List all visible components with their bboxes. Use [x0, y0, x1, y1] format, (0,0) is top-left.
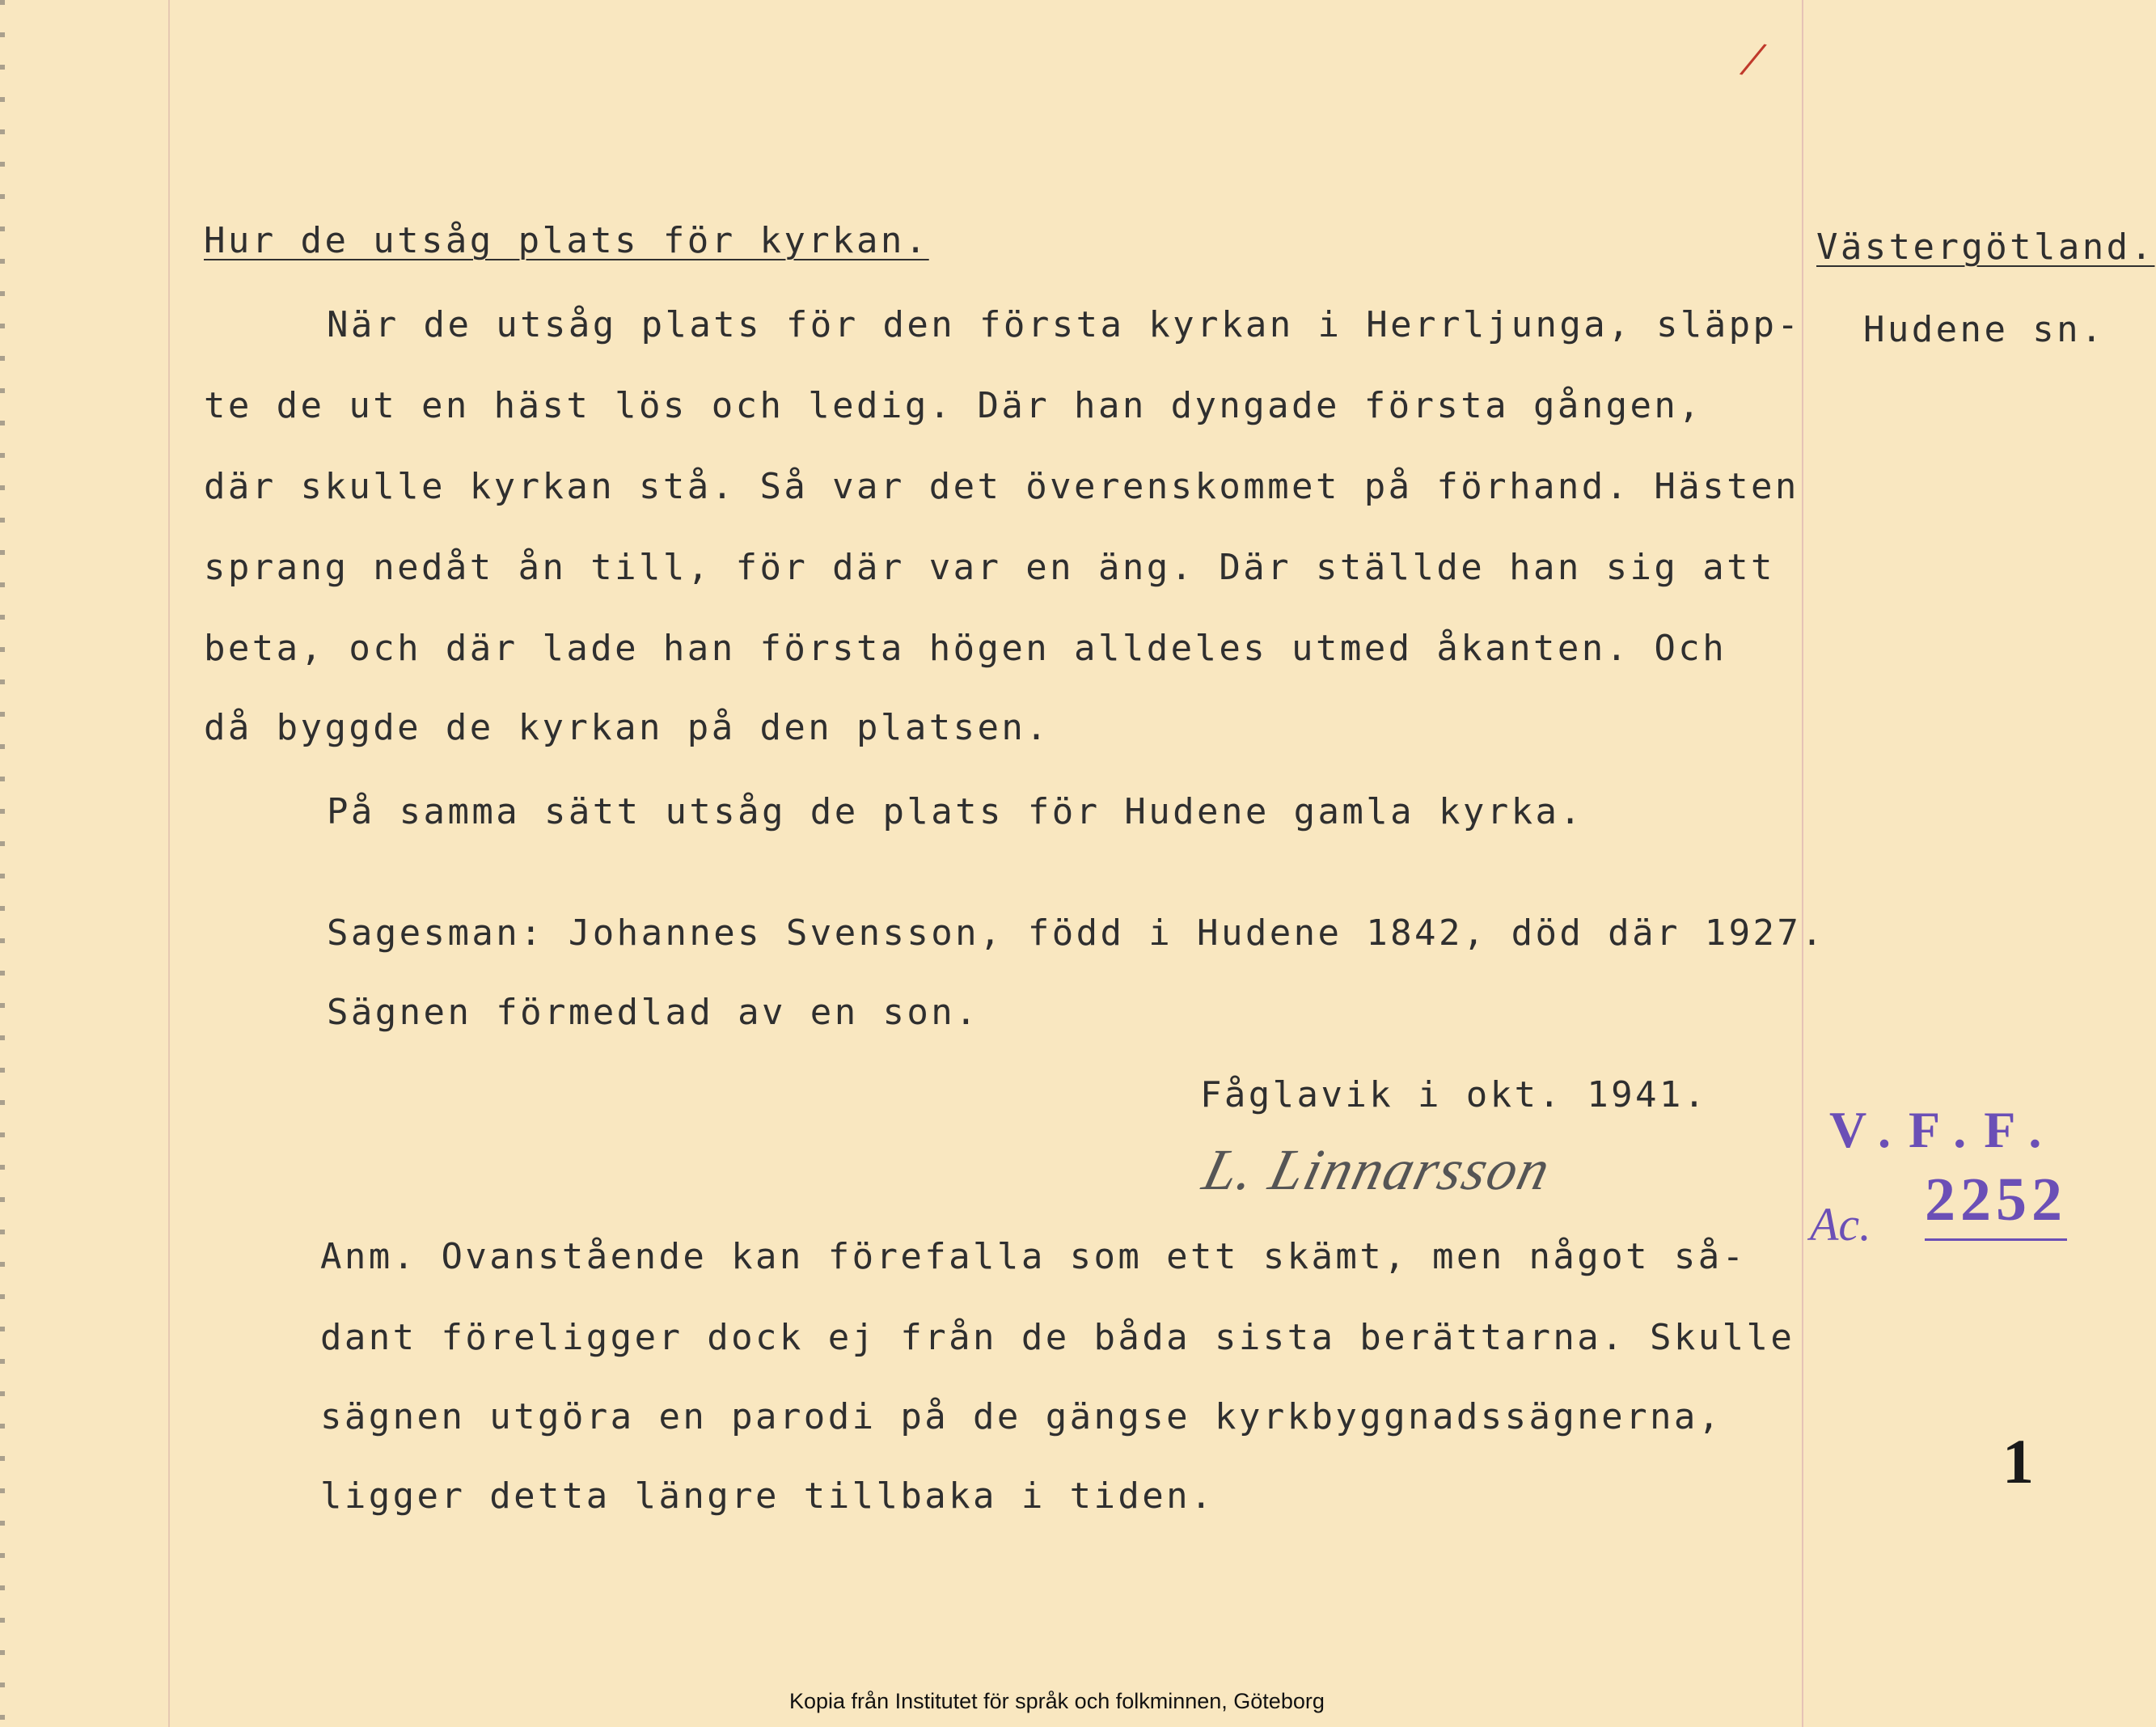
- right-margin-rule: [1802, 0, 1803, 1727]
- scan-edge: [0, 0, 5, 1727]
- story-line: När de utsåg plats för den första kyrkan i Herrljunga, släpp-: [327, 304, 1802, 345]
- place-date: Fåglavik i okt. 1941.: [1200, 1074, 1708, 1115]
- document-title: Hur de utsåg plats för kyrkan.: [204, 220, 929, 261]
- parish-label: Hudene sn.: [1863, 309, 2105, 350]
- story-line: På samma sätt utsåg de plats för Hudene gamla kyrka.: [327, 791, 1584, 832]
- transmission-line: Sägnen förmedlad av en son.: [327, 992, 980, 1033]
- story-line: sprang nedåt ån till, för där var en äng. Där ställde han sig att: [204, 547, 1775, 588]
- note-line: Anm. Ovanstående kan förefalla som ett skämt, men något så-: [320, 1236, 1747, 1277]
- story-line: då byggde de kyrkan på den platsen.: [204, 707, 1051, 748]
- signature: L. Linnarsson: [1197, 1137, 1558, 1202]
- left-margin-rule: [168, 0, 170, 1727]
- archive-stamp-prefix: Ac.: [1810, 1198, 1871, 1251]
- note-line: dant föreligger dock ej från de båda sista berättarna. Skulle: [320, 1317, 1795, 1358]
- region-label: Västergötland.: [1816, 226, 2155, 268]
- note-line: sägnen utgöra en parodi på de gängse kyrkbyggnadssägnerna,: [320, 1396, 1723, 1437]
- footer-credit: Kopia från Institutet för språk och folkminnen, Göteborg: [789, 1689, 1325, 1713]
- story-line: där skulle kyrkan stå. Så var det överenskommet på förhand. Hästen: [204, 466, 1799, 507]
- note-line: ligger detta längre tillbaka i tiden.: [320, 1475, 1215, 1517]
- archive-stamp-initials: V.F.F.: [1829, 1101, 2060, 1158]
- story-line: te de ut en häst lös och ledig. Där han dyngade första gången,: [204, 385, 1703, 426]
- page-number: 1: [2002, 1426, 2034, 1496]
- story-line: beta, och där lade han första högen alldeles utmed åkanten. Och: [204, 628, 1727, 669]
- handwritten-page-mark: /: [1739, 28, 1766, 89]
- archive-stamp-number: 2252: [1925, 1165, 2067, 1241]
- informant-line: Sagesman: Johannes Svensson, född i Hudene 1842, död där 1927.: [327, 912, 1826, 954]
